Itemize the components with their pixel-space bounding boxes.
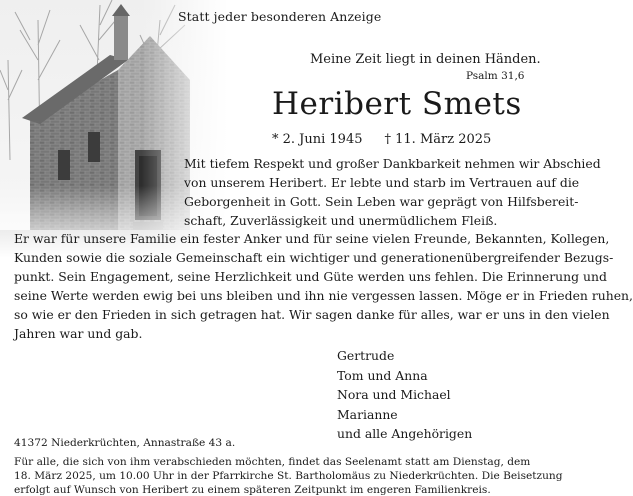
paragraph2-line: so wie er den Frieden in sich getragen hat. Wir sagen danke für alles, war er uns in den vielen: [14, 307, 610, 322]
mourner-name: Nora und Michael: [337, 387, 451, 402]
motto-quote: Meine Zeit liegt in deinen Händen.: [310, 52, 541, 67]
mourner-name: Marianne: [337, 406, 398, 422]
paragraph2-line: Jahren war und gab.: [14, 326, 143, 341]
paragraph1-line: schaft, Zuverlässigkeit und unermüdlichem Fleiß.: [184, 213, 498, 228]
header-text: Statt jeder besonderen Anzeige: [178, 9, 382, 24]
funeral-notice-line: erfolgt auf Wunsch von Heribert zu einem späteren Zeitpunkt im engeren Familienkreis.: [14, 484, 491, 496]
family-address: 41372 Niederkrüchten, Annastraße 43 a.: [14, 437, 236, 449]
mourners-list: [337, 346, 472, 444]
funeral-notice-line: Für alle, die sich von ihm verabschieden möchten, findet das Seelenamt statt am Dienstag, dem: [14, 456, 531, 468]
mourner-name: und alle Angehörigen: [337, 426, 473, 441]
paragraph1-line: von unserem Heribert. Er lebte und starb im Vertrauen auf die: [184, 175, 580, 190]
paragraph2-line: Er war für unsere Familie ein fester Anker und für seine vielen Freunde, Bekannten, Kollegen,: [14, 231, 610, 246]
mourner-name: Gertrude: [337, 348, 395, 363]
mourner-name: Tom und Anna: [337, 367, 428, 383]
paragraph1-line: Geborgenheit in Gott. Sein Leben war geprägt von Hilfsbereit-: [184, 194, 579, 209]
paragraph1-line: Mit tiefem Respekt und großer Dankbarkeit nehmen wir Abschied: [184, 156, 601, 171]
life-dates: [272, 132, 491, 147]
paragraph2-line: seine Werte werden ewig bei uns bleiben und ihn nie vergessen lassen. Möge er in Frieden ruhen,: [14, 288, 633, 303]
death-date: † 11. März 2025: [384, 132, 492, 147]
birth-date: * 2. Juni 1945: [272, 132, 363, 147]
paragraph2-line: Kunden sowie die soziale Gemeinschaft ein wichtiger und generationenübergreifender Bezugs-: [14, 250, 614, 265]
deceased-name: Heribert Smets: [272, 86, 522, 122]
funeral-notice-line: 18. März 2025, um 10.00 Uhr in der Pfarrkirche St. Bartholomäus zu Niederkrüchten. Die Beisetzung: [14, 470, 563, 482]
paragraph2-line: punkt. Sein Engagement, seine Herzlichkeit und Güte werden uns fehlen. Die Erinnerung und: [14, 269, 607, 284]
motto-source: Psalm 31,6: [466, 70, 525, 82]
